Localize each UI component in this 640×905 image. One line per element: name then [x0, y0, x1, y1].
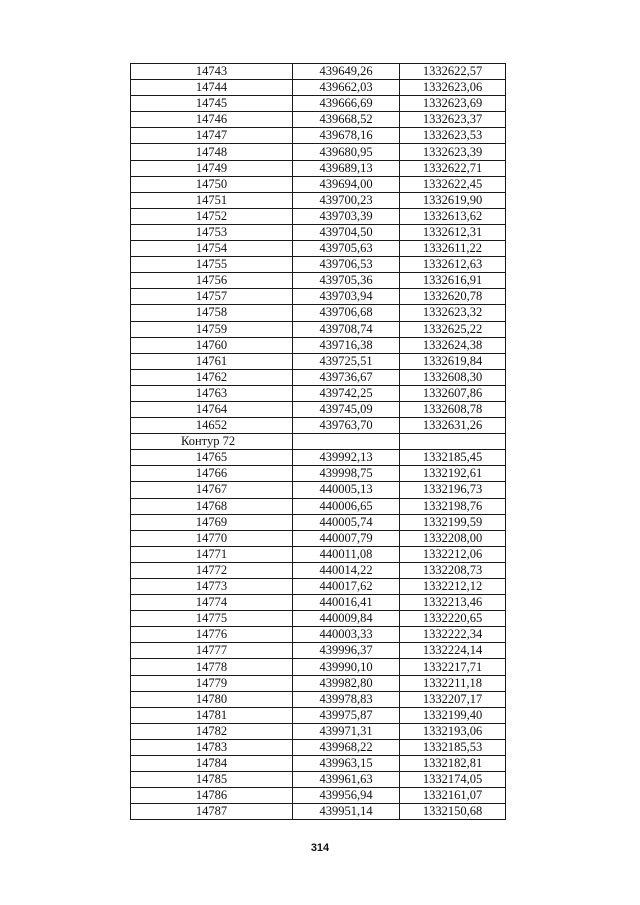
- point-number-cell: 14744: [131, 80, 293, 96]
- table-row: [131, 707, 506, 723]
- x-coordinate-cell: 439992,13: [293, 450, 400, 466]
- table-row: [131, 579, 506, 595]
- x-coordinate-cell: 439694,00: [293, 176, 400, 192]
- x-coordinate-cell: 439680,95: [293, 144, 400, 160]
- point-number-cell: 14765: [131, 450, 293, 466]
- x-coordinate-cell: 440014,22: [293, 562, 400, 578]
- x-coordinate-cell: 439951,14: [293, 804, 400, 820]
- point-number-cell: 14771: [131, 546, 293, 562]
- x-coordinate-cell: 439742,25: [293, 385, 400, 401]
- table-row: [131, 756, 506, 772]
- x-coordinate-cell: 440016,41: [293, 595, 400, 611]
- point-number-cell: 14767: [131, 482, 293, 498]
- x-coordinate-cell: 439704,50: [293, 224, 400, 240]
- y-coordinate-cell: 1332619,84: [400, 353, 506, 369]
- point-number-cell: 14755: [131, 257, 293, 273]
- point-number-cell: 14764: [131, 401, 293, 417]
- x-coordinate-cell: 439978,83: [293, 691, 400, 707]
- table-row: [131, 546, 506, 562]
- y-coordinate-cell: 1332213,46: [400, 595, 506, 611]
- x-coordinate-cell: 440009,84: [293, 611, 400, 627]
- point-number-cell: 14760: [131, 337, 293, 353]
- point-number-cell: 14782: [131, 723, 293, 739]
- table-row: [131, 691, 506, 707]
- point-number-cell: 14756: [131, 273, 293, 289]
- x-coordinate-cell: 439708,74: [293, 321, 400, 337]
- y-coordinate-cell: 1332623,53: [400, 128, 506, 144]
- table-row: [131, 675, 506, 691]
- y-coordinate-cell: 1332631,26: [400, 418, 506, 434]
- x-coordinate-cell: 439703,39: [293, 208, 400, 224]
- y-coordinate-cell: 1332217,71: [400, 659, 506, 675]
- x-coordinate-cell: 439700,23: [293, 192, 400, 208]
- table-row: [131, 611, 506, 627]
- table-row: [131, 739, 506, 755]
- table-row: [131, 659, 506, 675]
- point-number-cell: 14759: [131, 321, 293, 337]
- y-coordinate-cell: 1332185,53: [400, 739, 506, 755]
- x-coordinate-cell: 440005,74: [293, 514, 400, 530]
- table-row: [131, 208, 506, 224]
- y-coordinate-cell: 1332150,68: [400, 804, 506, 820]
- point-number-cell: 14746: [131, 112, 293, 128]
- point-number-cell: 14751: [131, 192, 293, 208]
- point-number-cell: 14783: [131, 739, 293, 755]
- table-row: [131, 498, 506, 514]
- point-number-cell: 14754: [131, 241, 293, 257]
- y-coordinate-cell: 1332196,73: [400, 482, 506, 498]
- x-coordinate-cell: 439982,80: [293, 675, 400, 691]
- y-coordinate-cell: 1332224,14: [400, 643, 506, 659]
- y-coordinate-cell: 1332199,59: [400, 514, 506, 530]
- table-row: [131, 128, 506, 144]
- coordinates-table: [130, 63, 506, 820]
- point-number-cell: 14652: [131, 418, 293, 434]
- x-coordinate-cell: 439975,87: [293, 707, 400, 723]
- y-coordinate-cell: 1332174,05: [400, 772, 506, 788]
- point-number-cell: 14779: [131, 675, 293, 691]
- x-coordinate-cell: 439706,68: [293, 305, 400, 321]
- table-row: [131, 595, 506, 611]
- table-row: [131, 450, 506, 466]
- y-coordinate-cell: 1332623,69: [400, 96, 506, 112]
- y-coordinate-cell: 1332622,45: [400, 176, 506, 192]
- table-row: [131, 772, 506, 788]
- x-coordinate-cell: 439703,94: [293, 289, 400, 305]
- y-coordinate-cell: 1332623,37: [400, 112, 506, 128]
- x-coordinate-cell: 439716,38: [293, 337, 400, 353]
- point-number-cell: 14775: [131, 611, 293, 627]
- table-row: [131, 401, 506, 417]
- x-coordinate-cell: 440006,65: [293, 498, 400, 514]
- table-row: [131, 643, 506, 659]
- x-coordinate-cell: 439963,15: [293, 756, 400, 772]
- table-row: [131, 627, 506, 643]
- table-row: [131, 418, 506, 434]
- y-coordinate-cell: 1332193,06: [400, 723, 506, 739]
- x-coordinate-cell: 439998,75: [293, 466, 400, 482]
- point-number-cell: 14780: [131, 691, 293, 707]
- table-row: [131, 385, 506, 401]
- point-number-cell: 14753: [131, 224, 293, 240]
- table-row: [131, 337, 506, 353]
- y-coordinate-cell: 1332616,91: [400, 273, 506, 289]
- x-coordinate-cell: 439705,63: [293, 241, 400, 257]
- table-row: [131, 369, 506, 385]
- page-number: 314: [310, 842, 330, 854]
- point-number-cell: 14784: [131, 756, 293, 772]
- y-coordinate-cell: 1332608,78: [400, 401, 506, 417]
- point-number-cell: 14766: [131, 466, 293, 482]
- x-coordinate-cell: 440007,79: [293, 530, 400, 546]
- empty-cell: [400, 434, 506, 450]
- table-row: [131, 273, 506, 289]
- y-coordinate-cell: 1332622,57: [400, 64, 506, 80]
- table-row: [131, 112, 506, 128]
- y-coordinate-cell: 1332207,17: [400, 691, 506, 707]
- table-row: [131, 466, 506, 482]
- point-number-cell: 14752: [131, 208, 293, 224]
- point-number-cell: 14750: [131, 176, 293, 192]
- point-number-cell: 14768: [131, 498, 293, 514]
- table-row: [131, 257, 506, 273]
- x-coordinate-cell: 439763,70: [293, 418, 400, 434]
- y-coordinate-cell: 1332185,45: [400, 450, 506, 466]
- x-coordinate-cell: 440017,62: [293, 579, 400, 595]
- point-number-cell: 14743: [131, 64, 293, 80]
- y-coordinate-cell: 1332192,61: [400, 466, 506, 482]
- table-row: [131, 64, 506, 80]
- table-row: [131, 788, 506, 804]
- y-coordinate-cell: 1332612,31: [400, 224, 506, 240]
- table-row: [131, 192, 506, 208]
- y-coordinate-cell: 1332198,76: [400, 498, 506, 514]
- y-coordinate-cell: 1332622,71: [400, 160, 506, 176]
- y-coordinate-cell: 1332208,00: [400, 530, 506, 546]
- table-row: [131, 289, 506, 305]
- x-coordinate-cell: 439736,67: [293, 369, 400, 385]
- point-number-cell: 14758: [131, 305, 293, 321]
- x-coordinate-cell: 439971,31: [293, 723, 400, 739]
- x-coordinate-cell: 439666,69: [293, 96, 400, 112]
- x-coordinate-cell: 439662,03: [293, 80, 400, 96]
- point-number-cell: 14770: [131, 530, 293, 546]
- x-coordinate-cell: 439668,52: [293, 112, 400, 128]
- point-number-cell: 14773: [131, 579, 293, 595]
- y-coordinate-cell: 1332211,18: [400, 675, 506, 691]
- table-row: [131, 241, 506, 257]
- x-coordinate-cell: 439990,10: [293, 659, 400, 675]
- empty-cell: [293, 434, 400, 450]
- point-number-cell: 14747: [131, 128, 293, 144]
- x-coordinate-cell: 439961,63: [293, 772, 400, 788]
- x-coordinate-cell: 440011,08: [293, 546, 400, 562]
- y-coordinate-cell: 1332607,86: [400, 385, 506, 401]
- y-coordinate-cell: 1332208,73: [400, 562, 506, 578]
- point-number-cell: 14745: [131, 96, 293, 112]
- point-number-cell: 14763: [131, 385, 293, 401]
- coordinates-table-body: [131, 64, 506, 820]
- point-number-cell: 14761: [131, 353, 293, 369]
- y-coordinate-cell: 1332612,63: [400, 257, 506, 273]
- table-row: [131, 96, 506, 112]
- x-coordinate-cell: 439968,22: [293, 739, 400, 755]
- table-row: [131, 144, 506, 160]
- point-number-cell: 14777: [131, 643, 293, 659]
- y-coordinate-cell: 1332212,06: [400, 546, 506, 562]
- y-coordinate-cell: 1332620,78: [400, 289, 506, 305]
- y-coordinate-cell: 1332623,39: [400, 144, 506, 160]
- y-coordinate-cell: 1332623,32: [400, 305, 506, 321]
- table-row: [131, 482, 506, 498]
- point-number-cell: 14781: [131, 707, 293, 723]
- point-number-cell: 14776: [131, 627, 293, 643]
- point-number-cell: 14778: [131, 659, 293, 675]
- x-coordinate-cell: 439705,36: [293, 273, 400, 289]
- y-coordinate-cell: 1332611,22: [400, 241, 506, 257]
- table-row: [131, 176, 506, 192]
- section-header-row: [131, 434, 506, 450]
- point-number-cell: 14762: [131, 369, 293, 385]
- table-row: [131, 321, 506, 337]
- x-coordinate-cell: 439649,26: [293, 64, 400, 80]
- y-coordinate-cell: 1332222,34: [400, 627, 506, 643]
- table-row: [131, 80, 506, 96]
- y-coordinate-cell: 1332625,22: [400, 321, 506, 337]
- y-coordinate-cell: 1332220,65: [400, 611, 506, 627]
- x-coordinate-cell: 440005,13: [293, 482, 400, 498]
- y-coordinate-cell: 1332613,62: [400, 208, 506, 224]
- x-coordinate-cell: 439725,51: [293, 353, 400, 369]
- point-number-cell: 14772: [131, 562, 293, 578]
- point-number-cell: 14748: [131, 144, 293, 160]
- point-number-cell: 14774: [131, 595, 293, 611]
- y-coordinate-cell: 1332182,81: [400, 756, 506, 772]
- x-coordinate-cell: 439689,13: [293, 160, 400, 176]
- y-coordinate-cell: 1332619,90: [400, 192, 506, 208]
- table-row: [131, 723, 506, 739]
- y-coordinate-cell: 1332608,30: [400, 369, 506, 385]
- x-coordinate-cell: 439956,94: [293, 788, 400, 804]
- point-number-cell: 14757: [131, 289, 293, 305]
- y-coordinate-cell: 1332161,07: [400, 788, 506, 804]
- section-title: Контур 72: [131, 434, 293, 450]
- y-coordinate-cell: 1332212,12: [400, 579, 506, 595]
- x-coordinate-cell: 439706,53: [293, 257, 400, 273]
- x-coordinate-cell: 439745,09: [293, 401, 400, 417]
- table-row: [131, 562, 506, 578]
- table-row: [131, 305, 506, 321]
- table-row: [131, 353, 506, 369]
- y-coordinate-cell: 1332199,40: [400, 707, 506, 723]
- table-row: [131, 224, 506, 240]
- point-number-cell: 14785: [131, 772, 293, 788]
- table-row: [131, 514, 506, 530]
- point-number-cell: 14786: [131, 788, 293, 804]
- x-coordinate-cell: 439678,16: [293, 128, 400, 144]
- y-coordinate-cell: 1332623,06: [400, 80, 506, 96]
- x-coordinate-cell: 439996,37: [293, 643, 400, 659]
- point-number-cell: 14787: [131, 804, 293, 820]
- table-row: [131, 804, 506, 820]
- point-number-cell: 14749: [131, 160, 293, 176]
- table-row: [131, 160, 506, 176]
- table-row: [131, 530, 506, 546]
- y-coordinate-cell: 1332624,38: [400, 337, 506, 353]
- point-number-cell: 14769: [131, 514, 293, 530]
- x-coordinate-cell: 440003,33: [293, 627, 400, 643]
